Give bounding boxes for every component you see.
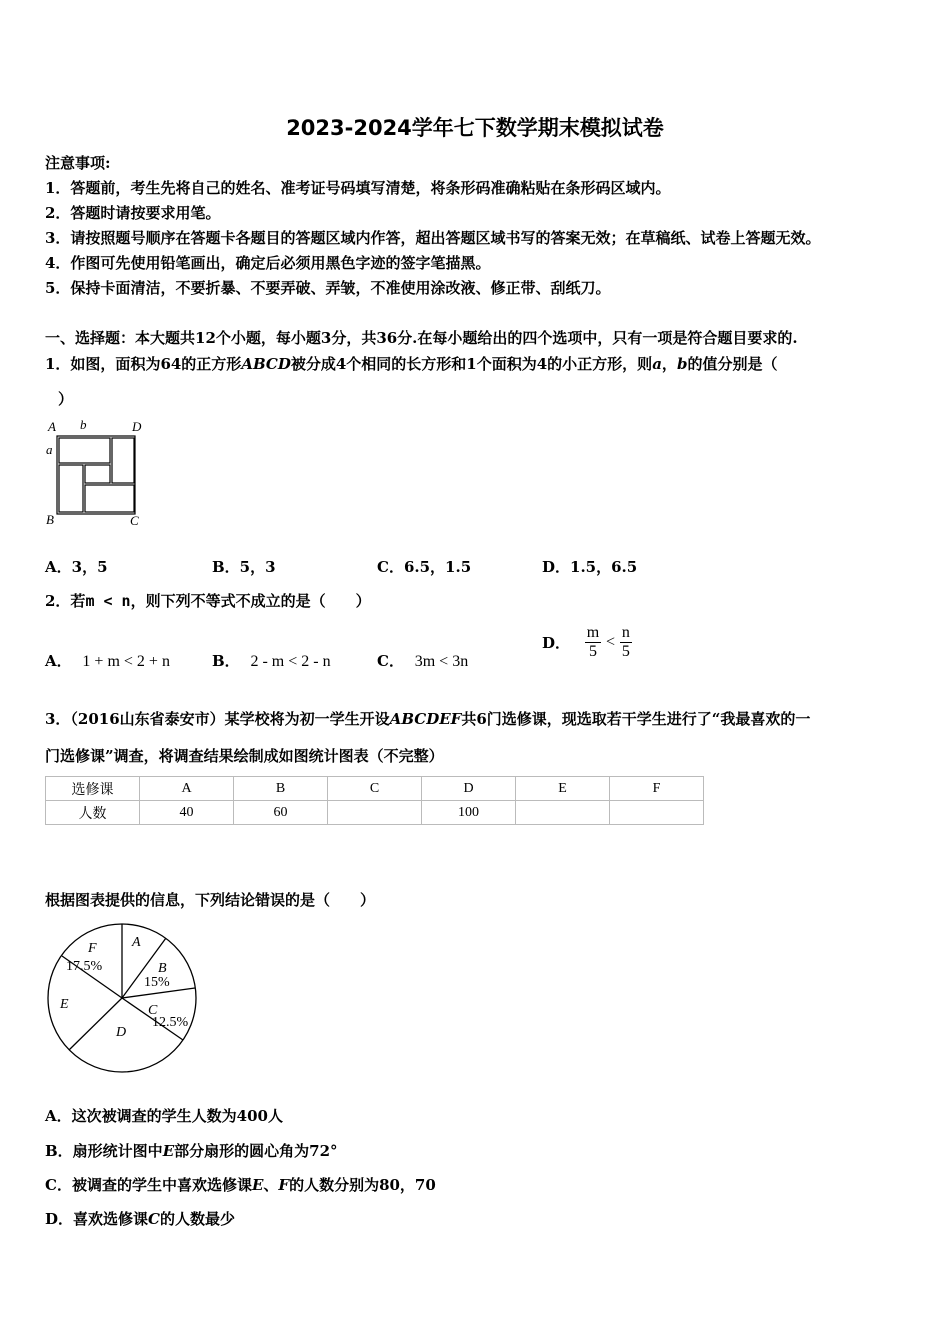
notice-item: 2．答题时请按要求用笔。 — [45, 204, 221, 222]
q3-var: E — [251, 1176, 264, 1194]
pie-label-B: B — [158, 961, 167, 976]
q3-text: 共6门选修课，现选取若干学生进行了“我最喜欢的一 — [461, 710, 811, 728]
q1-option-a[interactable]: A．3，5 — [45, 558, 108, 576]
q3-text: C．被调查的学生中喜欢选修课 — [45, 1176, 252, 1194]
q3-stem-line1 — [45, 708, 810, 729]
pie-pct-C: 12.5% — [152, 1015, 189, 1030]
q3-var: E — [162, 1142, 175, 1160]
q3-prompt: 根据图表提供的信息，下列结论错误的是（ ） — [45, 891, 376, 909]
label-C: C — [130, 513, 139, 528]
table-cell: 40 — [140, 801, 234, 825]
q1-text: 1．如图，面积为64的正方形 — [45, 355, 242, 373]
table-cell: 60 — [234, 801, 328, 825]
rect-right — [112, 438, 134, 483]
table-cell — [610, 801, 704, 825]
q3-stem-line2: 门选修课”调查，将调查结果绘制成如图统计图表（不完整） — [45, 747, 444, 765]
q2-option-label: D． — [542, 634, 571, 652]
table-cell: D — [422, 777, 516, 801]
q2-option-d[interactable] — [542, 624, 632, 661]
table-cell — [516, 801, 610, 825]
q2-option-expr: 3m < 3n — [414, 653, 469, 670]
q3-text: B．扇形统计图中 — [45, 1142, 163, 1160]
q1-var-b: b — [676, 355, 688, 373]
notice-heading: 注意事项: — [45, 154, 111, 172]
q3-data-table — [45, 776, 704, 825]
fraction-m-over-5 — [585, 624, 601, 661]
table-row — [46, 801, 704, 825]
q2-condition: m < n — [85, 592, 131, 610]
pie-divider — [69, 998, 122, 1050]
numerator: n — [621, 624, 630, 641]
pie-label-D: D — [116, 1025, 127, 1040]
table-cell: F — [610, 777, 704, 801]
page-title: 2023-2024学年七下数学期末模拟试卷 — [286, 116, 664, 140]
q1-comma: ， — [661, 355, 677, 373]
small-square — [85, 465, 110, 483]
q3-option-a[interactable]: A．这次被调查的学生人数为400人 — [45, 1107, 283, 1125]
q2-text: ，则下列不等式不成立的是（ ） — [130, 592, 371, 610]
table-cell: 选修课 — [46, 777, 140, 801]
table-cell: 人数 — [46, 801, 140, 825]
q1-square-figure — [40, 414, 150, 532]
rect-top — [59, 438, 110, 463]
q3-pie-chart — [44, 922, 204, 1082]
q3-option-c[interactable] — [45, 1174, 436, 1195]
denominator: 5 — [621, 643, 630, 660]
q2-option-expr: 1 + m < 2 + n — [82, 653, 170, 670]
q3-option-d[interactable] — [45, 1208, 235, 1229]
less-than: < — [606, 633, 616, 651]
q3-var: C — [148, 1210, 160, 1228]
q3-courses: ABCDEF — [389, 710, 462, 728]
table-cell: A — [140, 777, 234, 801]
fraction-n-over-5 — [620, 624, 632, 661]
table-cell — [328, 801, 422, 825]
q1-var-a: a — [652, 355, 662, 373]
q2-option-c[interactable] — [377, 650, 468, 671]
rect-left — [59, 465, 83, 512]
notice-item: 1．答题前，考生先将自己的姓名、准考证号码填写清楚，将条形码准确粘贴在条形码区域内。 — [45, 179, 671, 197]
rect-bottom — [85, 485, 134, 512]
q3-text: 部分扇形的圆心角为72° — [174, 1142, 338, 1160]
section-heading: 一、选择题：本大题共12个小题，每小题3分，共36分.在每小题给出的四个选项中，只有一项是符合题目要求的. — [45, 329, 798, 347]
q3-text: D．喜欢选修课 — [45, 1210, 149, 1228]
q1-abcd: ABCD — [241, 355, 291, 373]
pie-pct-B: 15% — [144, 975, 170, 990]
table-row — [46, 777, 704, 801]
q1-text: 的值分别是（ — [687, 355, 778, 373]
denominator: 5 — [589, 643, 598, 660]
q3-text: 3．（2016山东省泰安市）某学校将为初一学生开设 — [45, 710, 390, 728]
table-cell: E — [516, 777, 610, 801]
label-a: a — [46, 442, 53, 457]
q1-text: 被分成4个相同的长方形和1个面积为4的小正方形，则 — [290, 355, 653, 373]
label-b: b — [80, 417, 87, 432]
q2-option-expr: 2 - m < 2 - n — [250, 653, 331, 670]
outer-square — [57, 436, 135, 514]
notice-item: 5．保持卡面清洁，不要折暴、不要弄破、弄皱，不准使用涂改液、修正带、刮纸刀。 — [45, 279, 611, 297]
q1-stem — [45, 353, 777, 374]
q2-option-b[interactable] — [212, 650, 331, 671]
q3-text: 的人数最少 — [159, 1210, 235, 1228]
q2-text: 2．若 — [45, 592, 86, 610]
q3-var: F — [278, 1176, 290, 1194]
q2-stem — [45, 590, 371, 611]
table-cell: B — [234, 777, 328, 801]
q3-sep: 、 — [263, 1176, 279, 1194]
pie-label-C: C — [148, 1003, 158, 1018]
q2-option-label: C． — [377, 652, 404, 670]
q1-option-d[interactable]: D．1.5，6.5 — [542, 558, 638, 576]
q1-option-c[interactable]: C．6.5，1.5 — [377, 558, 472, 576]
notice-item: 3．请按照题号顺序在答题卡各题目的答题区域内作答，超出答题区域书写的答案无效；在草稿纸、试卷上答题无效。 — [45, 229, 821, 247]
notice-item: 4．作图可先使用铅笔画出，确定后必须用黑色字迹的签字笔描黑。 — [45, 254, 491, 272]
q1-close-paren: ） — [58, 390, 74, 408]
label-D: D — [132, 419, 142, 434]
pie-label-F: F — [88, 941, 97, 956]
q3-option-b[interactable] — [45, 1140, 338, 1161]
table-cell: C — [328, 777, 422, 801]
pie-pct-F: 17.5% — [66, 959, 103, 974]
label-A: A — [48, 419, 56, 434]
q2-option-label: A． — [45, 652, 72, 670]
numerator: m — [586, 624, 600, 641]
pie-label-A: A — [132, 935, 141, 950]
q2-option-label: B． — [212, 652, 240, 670]
q3-text: 的人数分别为80，70 — [289, 1176, 436, 1194]
q2-option-a[interactable] — [45, 650, 170, 671]
table-cell: 100 — [422, 801, 516, 825]
pie-label-E: E — [60, 997, 69, 1012]
q1-option-b[interactable]: B．5，3 — [212, 558, 276, 576]
label-B: B — [46, 512, 54, 527]
